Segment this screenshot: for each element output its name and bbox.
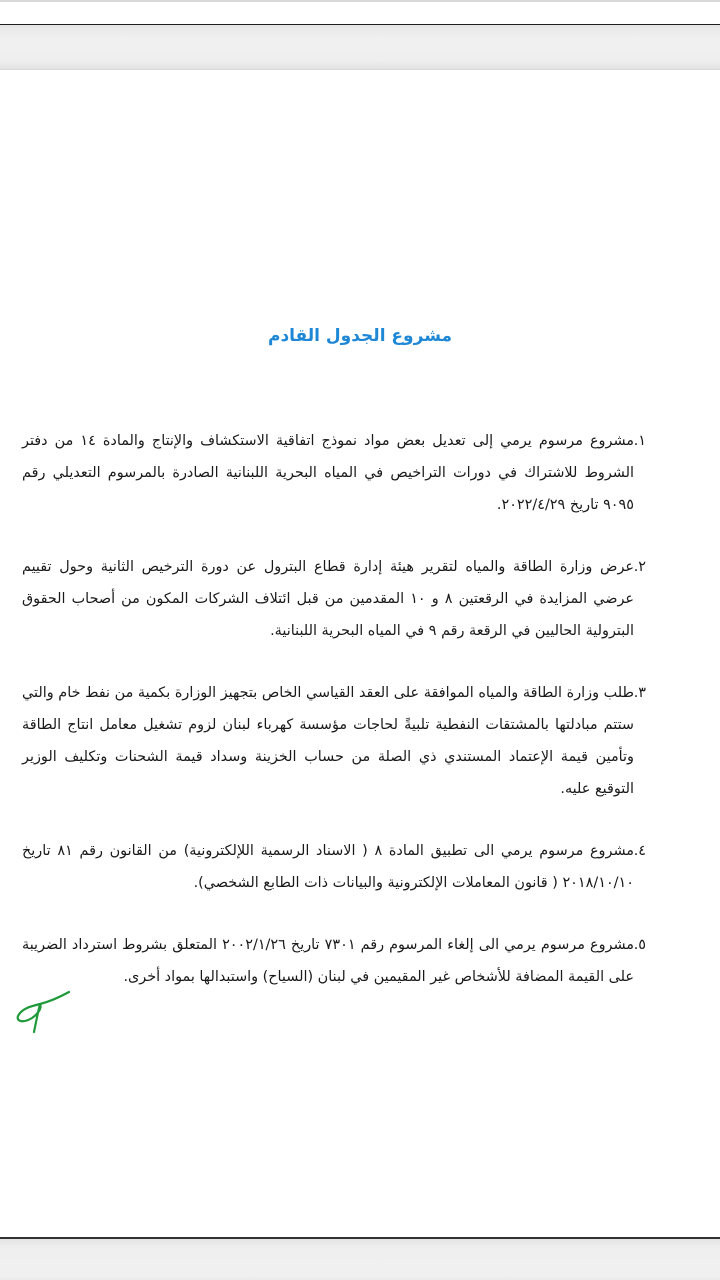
agenda-item-text: مشروع مرسوم يرمي الى إلغاء المرسوم رقم ٧٣٠١ تاريخ ٢٠٠٢/١/٢٦ المتعلق بشروط استرداد الضريبة على القيمة المضافة للأشخاص غير المقيمين في لبنان (السياح) واستبدالها بمواد أخرى. bbox=[22, 937, 634, 985]
handwritten-signature-icon bbox=[14, 990, 70, 1036]
agenda-item-3 bbox=[22, 677, 704, 805]
agenda-item-number: ٥. bbox=[633, 937, 646, 953]
document-page bbox=[0, 70, 720, 1236]
agenda-item-text: طلب وزارة الطاقة والمياه الموافقة على العقد القياسي الخاص بتجهيز الوزارة بكمية من نفط خام والتي ستتم مبادلتها بالمشتقات النفطية تلبيةً لحاجات مؤسسة كهرباء لبنان لزوم تشغيل معامل انتاج الطاقة وتأمين قيمة الإعتماد المستندي ذي الصلة من حساب الخزينة وسداد قيمة الشحنات وتكليف الوزير التوقيع عليه. bbox=[22, 685, 634, 797]
agenda-item-number: ١. bbox=[633, 433, 646, 449]
document-title: مشروع الجدول القادم bbox=[267, 326, 453, 346]
viewer-top-bar bbox=[0, 25, 720, 70]
agenda-item-text: مشروع مرسوم يرمي الى تطبيق المادة ٨ ( الاسناد الرسمية اللإلكترونية) من القانون رقم ٨١ تاريخ ٢٠١٨/١٠/١٠ ( قانون المعاملات الإلكترونية والبيانات ذات الطابع الشخصي). bbox=[22, 843, 634, 891]
top-strip bbox=[0, 0, 720, 25]
agenda-item-number: ٣. bbox=[633, 685, 646, 701]
signature-stroke bbox=[18, 992, 69, 1032]
agenda-item-number: ٢. bbox=[633, 559, 646, 575]
agenda-item-text: عرض وزارة الطاقة والمياه لتقرير هيئة إدارة قطاع البترول عن دورة الترخيص الثانية وحول تقييم عرضي المزايدة في الرقعتين ٨ و ١٠ المقدمين من قبل ائتلاف الشركات المكون من أصحاب الحقوق البترولية الحاليين في الرقعة رقم ٩ في المياه البحرية اللبنانية. bbox=[22, 559, 634, 639]
agenda-item-4 bbox=[22, 835, 704, 899]
agenda-item-2 bbox=[22, 551, 704, 647]
agenda-item-1 bbox=[22, 425, 704, 521]
agenda-item-5 bbox=[22, 929, 704, 993]
agenda-list bbox=[22, 425, 704, 1023]
viewer-bottom-bar bbox=[0, 1237, 720, 1280]
agenda-item-number: ٤. bbox=[633, 843, 646, 859]
agenda-item-text: مشروع مرسوم يرمي إلى تعديل بعض مواد نموذج اتفاقية الاستكشاف والإنتاج والمادة ١٤ من دفتر الشروط للاشتراك في دورات التراخيص في المياه البحرية اللبنانية الصادرة بالمرسوم التعديلي رقم ٩٠٩٥ تاريخ ٢٠٢٢/٤/٢٩. bbox=[22, 433, 634, 513]
